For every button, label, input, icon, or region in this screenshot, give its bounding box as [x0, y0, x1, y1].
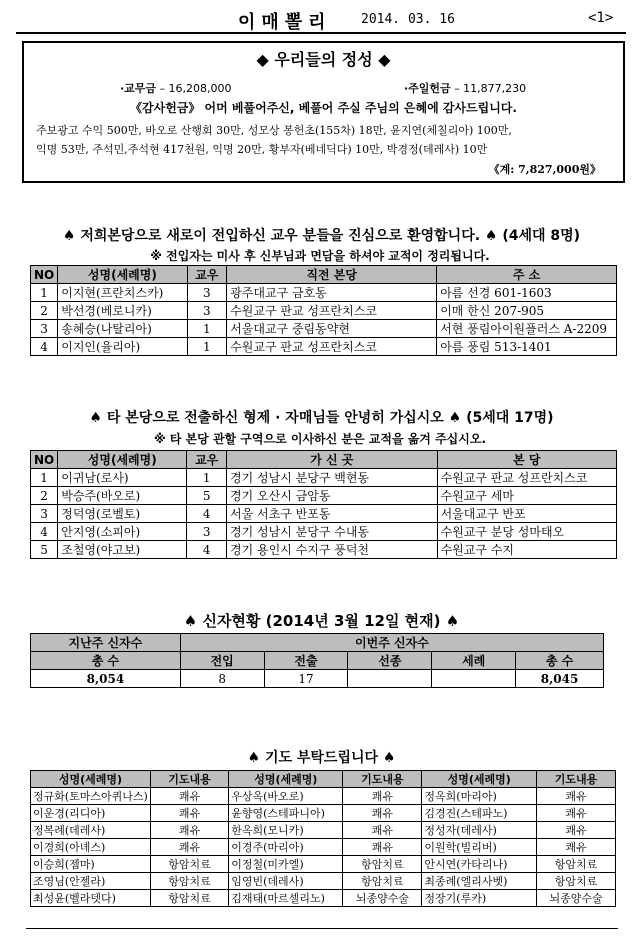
col-header: 총 수	[516, 652, 604, 670]
table-cell: 이경주(마리아)	[229, 839, 343, 856]
page-number: <1>	[588, 10, 614, 26]
table-cell: 이원학(빌리버)	[422, 839, 537, 856]
table-cell: 김경진(스테파노)	[422, 805, 537, 822]
col-header: 기도내용	[537, 771, 616, 788]
table-cell: 이승희(젬마)	[31, 856, 151, 873]
table-row	[31, 839, 616, 856]
newcomers-table	[30, 265, 617, 356]
col-header: 성명(세례명)	[229, 771, 343, 788]
table-cell: 이운경(리디아)	[31, 805, 151, 822]
table-cell: 김재태(마르셀리노)	[229, 890, 343, 907]
table-cell: 뇌종양수술	[343, 890, 422, 907]
table-cell: 항암치료	[150, 856, 228, 873]
stat-value: 8	[180, 670, 264, 688]
col-header: 성명(세례명)	[422, 771, 537, 788]
col-header: 직전 본당	[227, 266, 437, 284]
table-cell: 수원교구 분당 성마태오	[437, 523, 616, 541]
col-header: NO	[31, 451, 58, 469]
table-cell: 쾌유	[150, 822, 228, 839]
bulletin-header	[16, 6, 626, 34]
table-cell: 이매 한신 207-905	[437, 302, 617, 320]
table-cell: 정옥희(마리아)	[422, 788, 537, 805]
table-cell: 아름 풍림 513-1401	[437, 338, 617, 356]
table-row	[31, 873, 616, 890]
table-cell: 조철영(야고보)	[58, 541, 187, 559]
donor-line: 익명 53만, 주석민,주석현 417천원, 익명 20만, 황부자(베네딕다) 10만, 박경정(데레사) 10만	[36, 143, 488, 156]
table-cell: 이귀남(로사)	[58, 469, 187, 487]
table-cell: 안시연(카타리나)	[422, 856, 537, 873]
table-cell: 서현 풍림아이원플러스 A-2209	[437, 320, 617, 338]
bulletin-title: 이매뽈리	[238, 12, 332, 33]
bottom-divider	[26, 928, 618, 929]
table-row	[31, 505, 617, 523]
this-week-total: 8,045	[516, 670, 604, 688]
movers-note: ※ 타 본당 관할 구역으로 이사하신 분은 교적을 옮겨 주십시오.	[153, 432, 487, 446]
table-cell: 서울대교구 중림동약현	[227, 320, 437, 338]
col-header: 교우	[187, 266, 227, 284]
table-cell: 경기 성남시 분당구 수내동	[227, 523, 438, 541]
table-cell: 수원교구 판교 성프란치스코	[227, 338, 437, 356]
table-cell: 3	[187, 523, 227, 541]
table-cell: 항암치료	[537, 856, 616, 873]
col-header: 본 당	[437, 451, 616, 469]
table-row	[31, 302, 617, 320]
table-cell: 임영빈(데레사)	[229, 873, 343, 890]
table-row	[31, 338, 617, 356]
table-cell: 이지인(율리아)	[58, 338, 187, 356]
prayer-title: ♠ 기도 부탁드립니다 ♠	[247, 750, 396, 766]
table-cell: 정성자(데레사)	[422, 822, 537, 839]
col-header: 주 소	[437, 266, 617, 284]
movers-table	[30, 450, 617, 559]
table-cell: 4	[31, 523, 58, 541]
this-week-header: 이번주 신자수	[180, 634, 603, 652]
table-header-row	[31, 266, 617, 284]
table-cell: 5	[31, 541, 58, 559]
last-week-header: 지난주 신자수	[31, 634, 181, 652]
table-cell: 1	[187, 469, 227, 487]
table-cell: 수원교구 판교 성프란치스코	[227, 302, 437, 320]
stats-title: ♠ 신자현황 (2014년 3월 12일 현재) ♠	[183, 612, 460, 630]
col-header: 성명(세례명)	[58, 266, 187, 284]
table-cell: 쾌유	[343, 805, 422, 822]
col-header: 기도내용	[343, 771, 422, 788]
table-cell: 정장기(루카)	[422, 890, 537, 907]
table-cell: 항암치료	[150, 873, 228, 890]
movers-title: ♠ 타 본당으로 전출하신 형제 · 자매님들 안녕히 가십시오 ♠ (5세대 17명)	[89, 410, 554, 426]
table-cell: 3	[31, 320, 58, 338]
table-cell: 정덕영(로벨토)	[58, 505, 187, 523]
table-cell: 항암치료	[150, 890, 228, 907]
table-cell: 항암치료	[537, 873, 616, 890]
prayer-table	[30, 770, 616, 907]
table-cell: 윤향영(스테파니아)	[229, 805, 343, 822]
donor-list	[36, 121, 512, 159]
table-cell: 쾌유	[343, 822, 422, 839]
stat-value	[432, 670, 516, 688]
table-cell: 항암치료	[343, 856, 422, 873]
table-cell: 송혜승(나탈리아)	[58, 320, 187, 338]
table-cell: 정복례(데레사)	[31, 822, 151, 839]
table-cell: 1	[187, 320, 227, 338]
table-cell: 이경희(아녜스)	[31, 839, 151, 856]
table-row	[31, 822, 616, 839]
stats-table	[30, 633, 604, 688]
col-header: 선종	[348, 652, 432, 670]
table-row	[31, 890, 616, 907]
newcomers-note: ※ 전입자는 미사 후 신부님과 면담을 하셔야 교적이 정리됩니다.	[150, 249, 490, 263]
table-cell: 1	[187, 338, 227, 356]
col-header: 가 신 곳	[227, 451, 438, 469]
col-header: 성명(세례명)	[31, 771, 151, 788]
donor-line: 주보광고 수익 500만, 바오로 산행회 30만, 성모상 봉헌초(155차) 18만, 윤지연(체칠리아) 100만,	[36, 124, 512, 137]
table-cell: 수원교구 판교 성프란치스코	[437, 469, 616, 487]
table-cell: 경기 오산시 금암동	[227, 487, 438, 505]
col-header: 세례	[432, 652, 516, 670]
table-cell: 이정철(미카엘)	[229, 856, 343, 873]
table-cell: 박선경(베로니카)	[58, 302, 187, 320]
offering-title: ◆ 우리들의 정성 ◆	[256, 50, 391, 69]
table-cell: 아름 선경 601-1603	[437, 284, 617, 302]
table-cell: 수원교구 세마	[437, 487, 616, 505]
table-cell: 최성윤(벨라뎃다)	[31, 890, 151, 907]
table-cell: 5	[187, 487, 227, 505]
table-header-row	[31, 771, 616, 788]
table-cell: 쾌유	[537, 822, 616, 839]
dues-label: ·교무금	[120, 82, 157, 95]
offering-total: 《계: 7,827,000원》	[488, 163, 601, 176]
table-cell: 우상옥(바오로)	[229, 788, 343, 805]
col-header: 기도내용	[150, 771, 228, 788]
table-cell: 3	[31, 505, 58, 523]
thanks-offering-heading: 《감사헌금》 어머 베풀어주신, 베풀어 주실 주님의 은혜에 감사드립니다.	[130, 101, 517, 115]
table-cell: 경기 성남시 분당구 백현동	[227, 469, 438, 487]
table-row	[31, 523, 617, 541]
table-cell: 광주대교구 금호동	[227, 284, 437, 302]
table-cell: 3	[187, 284, 227, 302]
table-row	[31, 284, 617, 302]
col-header: 성명(세례명)	[58, 451, 187, 469]
table-cell: 3	[187, 302, 227, 320]
table-cell: 2	[31, 487, 58, 505]
table-cell: 2	[31, 302, 58, 320]
weekly-amount	[404, 80, 526, 96]
table-cell: 항암치료	[343, 873, 422, 890]
table-cell: 서울 서초구 반포동	[227, 505, 438, 523]
table-cell: 박승주(바오로)	[58, 487, 187, 505]
col-header: 교우	[187, 451, 227, 469]
table-cell: 1	[31, 284, 58, 302]
table-cell: 안지영(소피아)	[58, 523, 187, 541]
stat-value	[348, 670, 432, 688]
table-cell: 쾌유	[537, 788, 616, 805]
col-header: 전출	[264, 652, 348, 670]
table-cell: 쾌유	[537, 805, 616, 822]
table-cell: 정규화(토마스아퀴나스)	[31, 788, 151, 805]
weekly-value: – 11,877,230	[454, 82, 527, 95]
stat-value: 17	[264, 670, 348, 688]
table-row	[31, 541, 617, 559]
table-row	[31, 320, 617, 338]
table-cell: 쾌유	[150, 805, 228, 822]
table-cell: 쾌유	[343, 839, 422, 856]
last-week-total: 8,054	[31, 670, 181, 688]
table-cell: 조영님(안젤라)	[31, 873, 151, 890]
table-cell: 이지현(프란치스카)	[58, 284, 187, 302]
table-row	[31, 487, 617, 505]
bulletin-date: 2014. 03. 16	[361, 12, 455, 27]
table-cell: 쾌유	[537, 839, 616, 856]
table-cell: 최종례(엘리사벳)	[422, 873, 537, 890]
table-cell: 경기 용인시 수지구 풍덕천	[227, 541, 438, 559]
table-row	[31, 469, 617, 487]
col-header: 전입	[180, 652, 264, 670]
table-row	[31, 805, 616, 822]
offering-box	[22, 41, 625, 183]
table-row	[31, 788, 616, 805]
table-cell: 뇌종양수술	[537, 890, 616, 907]
dues-amount	[120, 80, 232, 96]
table-cell: 4	[187, 541, 227, 559]
table-cell: 4	[187, 505, 227, 523]
table-cell: 서울대교구 반포	[437, 505, 616, 523]
weekly-label: ·주일헌금	[404, 82, 451, 95]
table-cell: 수원교구 수지	[437, 541, 616, 559]
table-cell: 쾌유	[150, 788, 228, 805]
table-cell: 4	[31, 338, 58, 356]
table-cell: 쾌유	[343, 788, 422, 805]
col-header: NO	[31, 266, 58, 284]
table-cell: 한옥희(모니카)	[229, 822, 343, 839]
table-row	[31, 856, 616, 873]
dues-value: – 16,208,000	[159, 82, 232, 95]
table-cell: 쾌유	[150, 839, 228, 856]
table-header-row	[31, 451, 617, 469]
last-total-header: 총 수	[31, 652, 181, 670]
table-cell: 1	[31, 469, 58, 487]
newcomers-title: ♠ 저희본당으로 새로이 전입하신 교우 분들을 진심으로 환영합니다. ♠ (4세대 8명)	[62, 228, 581, 244]
